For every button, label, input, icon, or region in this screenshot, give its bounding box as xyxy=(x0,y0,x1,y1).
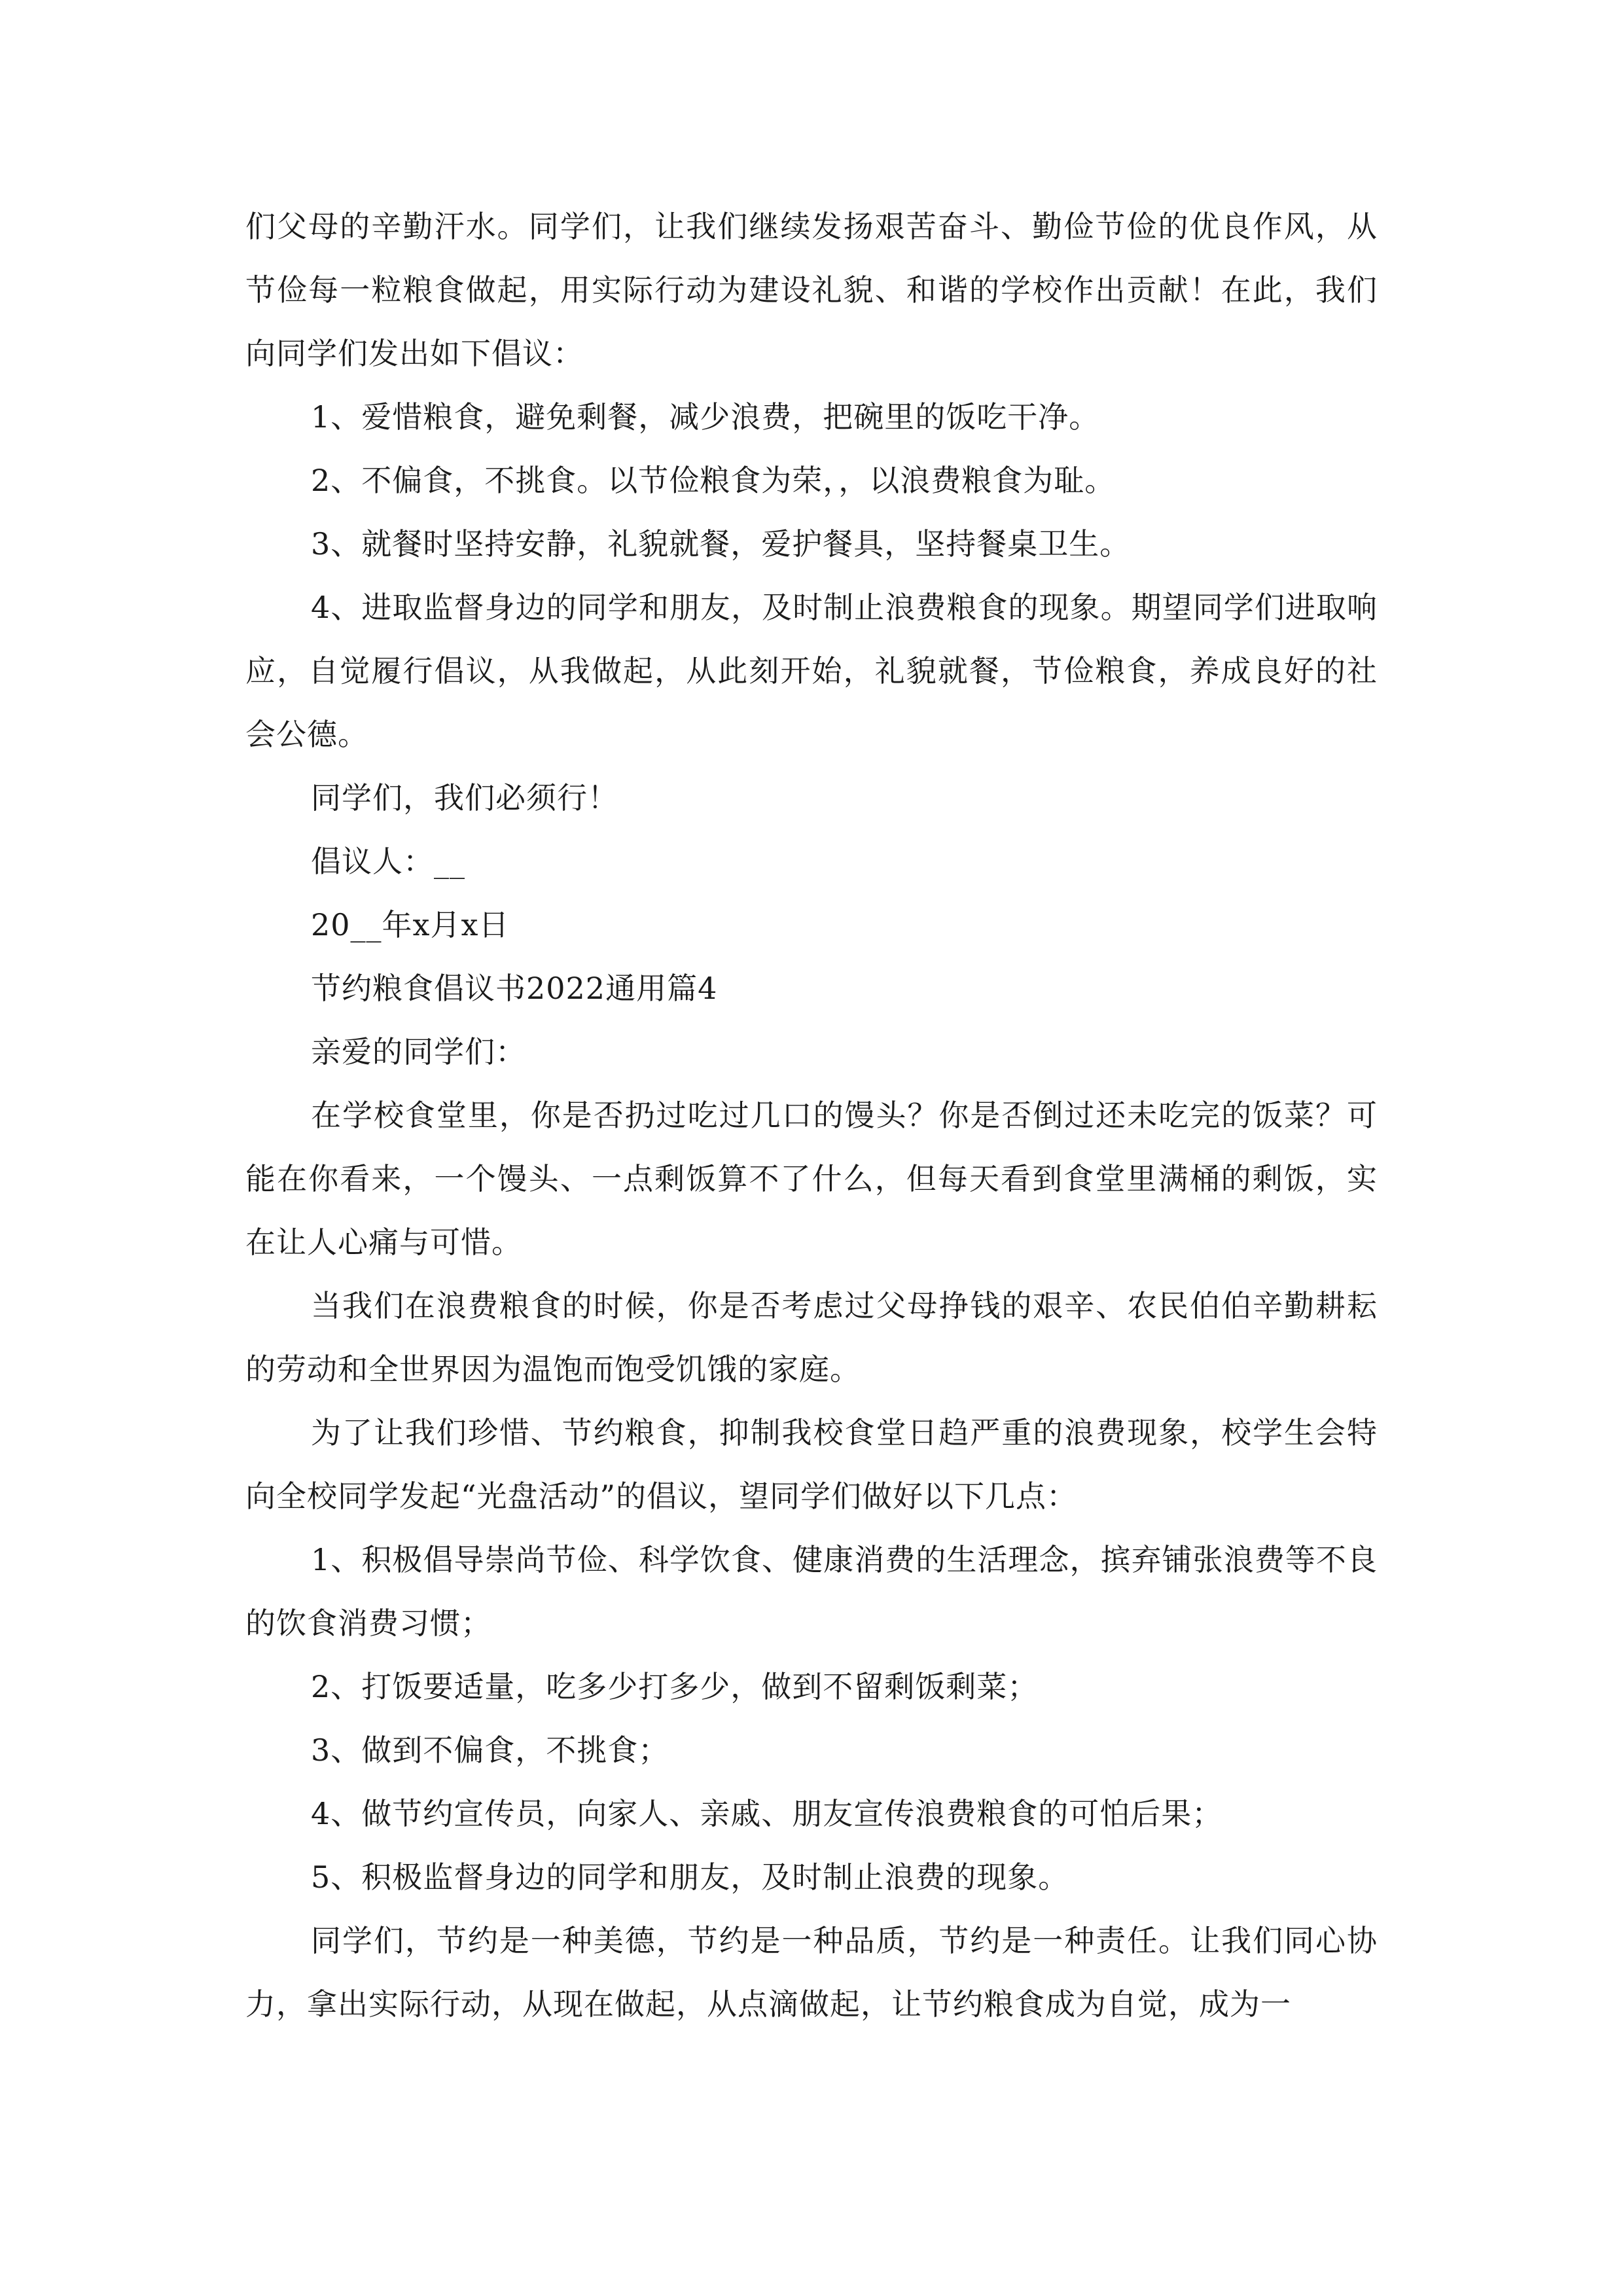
paragraph-continued: 们父母的辛勤汗水。同学们，让我们继续发扬艰苦奋斗、勤俭节俭的优良作风，从节俭每一粒粮食做起，用实际行动为建设礼貌、和谐的学校作出贡献！在此，我们向同学们发出如下倡议： xyxy=(245,209,1378,371)
list-item-2: 2、打饭要适量，吃多少打多少，做到不留剩饭剩菜； xyxy=(311,1669,1039,1704)
document-body xyxy=(245,195,1378,2036)
body-paragraph-final: 同学们，节约是一种美德，节约是一种品质，节约是一种责任。让我们同心协力，拿出实际行动，从现在做起，从点滴做起，让节约粮食成为自觉，成为一 xyxy=(245,1923,1378,2022)
proposal-item-1: 1、爱惜粮食，避免剩餐，减少浪费，把碗里的饭吃干净。 xyxy=(311,399,1100,435)
closing-line: 同学们，我们必须行！ xyxy=(311,780,618,816)
date-line: 20__年x月x日 xyxy=(311,907,510,942)
list-item-3: 3、做到不偏食，不挑食； xyxy=(311,1732,669,1768)
proposal-item-3: 3、就餐时坚持安静，礼貌就餐，爱护餐具，坚持餐桌卫生。 xyxy=(311,526,1131,562)
body-paragraph-2: 当我们在浪费粮食的时候，你是否考虑过父母挣钱的艰辛、农民伯伯辛勤耕耘的劳动和全世界因为温饱而饱受饥饿的家庭。 xyxy=(245,1288,1378,1387)
proposer-line: 倡议人：__ xyxy=(311,844,465,879)
list-item-4: 4、做节约宣传员，向家人、亲戚、朋友宣传浪费粮食的可怕后果； xyxy=(311,1796,1223,1831)
salutation: 亲爱的同学们： xyxy=(311,1034,526,1069)
body-paragraph-1: 在学校食堂里，你是否扔过吃过几口的馒头？你是否倒过还未吃完的饭菜？可能在你看来，一个馒头、一点剩饭算不了什么，但每天看到食堂里满桶的剩饭，实在让人心痛与可惜。 xyxy=(245,1098,1378,1260)
proposal-item-2: 2、不偏食，不挑食。以节俭粮食为荣，，以浪费粮食为耻。 xyxy=(311,463,1116,498)
proposal-item-4: 4、进取监督身边的同学和朋友，及时制止浪费粮食的现象。期望同学们进取响应，自觉履行倡议，从我做起，从此刻开始，礼貌就餐，节俭粮食，养成良好的社会公德。 xyxy=(245,590,1378,752)
section-title: 节约粮食倡议书2022通用篇4 xyxy=(311,971,718,1006)
list-item-1: 1、积极倡导崇尚节俭、科学饮食、健康消费的生活理念，摈弃铺张浪费等不良的饮食消费习惯； xyxy=(245,1542,1378,1641)
list-item-5: 5、积极监督身边的同学和朋友，及时制止浪费的现象。 xyxy=(311,1859,1069,1895)
body-paragraph-3: 为了让我们珍惜、节约粮食，抑制我校食堂日趋严重的浪费现象，校学生会特向全校同学发起“光盘活动”的倡议，望同学们做好以下几点： xyxy=(245,1415,1378,1514)
